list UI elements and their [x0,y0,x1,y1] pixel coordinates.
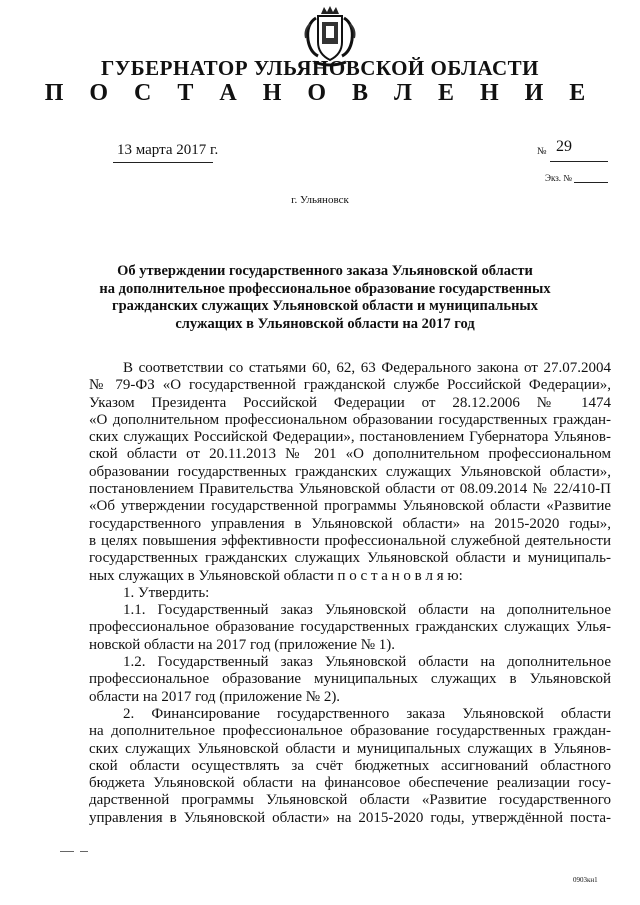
body-line: дарственной программы Ульяновской области «Развитие государственного [89,792,611,809]
body-line: 1.2. Государственный заказ Ульяновской области на дополнительное [123,654,611,671]
body-line: В соответствии со статьями 60, 62, 63 Федерального закона от 27.07.2004 [123,360,611,376]
footer-code: 0903кн1 [573,876,598,884]
body-line: образовании государственных гражданских служащих Ульяновской области», [89,463,611,480]
number-underline [550,161,608,162]
copy-number-underline [574,182,608,183]
title-line: гражданских служащих Ульяновской области и муниципальных [111,298,538,314]
body-line: Указом Президента Российской Федерации от 28.12.2006 № 1474 [89,394,611,411]
body-line: государственного управления в Ульяновской области» на 2015-2020 годы», [89,515,611,532]
body-line: профессиональное образование муниципальных служащих в Ульяновской [89,671,611,688]
title-line: Об утверждении государственного заказа Ульяновской области [117,263,533,279]
footer-divider [80,851,88,852]
body-line: бюджета Ульяновской области на финансовое обеспечение реализации госу- [89,775,611,792]
body-line: государственных гражданских служащих Ульяновской области и муниципаль- [89,550,611,567]
body-line: новской области на 2017 год (приложение № 1). [89,636,396,653]
body-line: управления в Ульяновской области» на 2015-2020 годы, утверждённой поста- [89,809,611,826]
body-line: «Об утверждении государственной программы Ульяновской области «Развитие [89,498,611,515]
authority-title: ГУБЕРНАТОР УЛЬЯНОВСКОЙ ОБЛАСТИ [101,56,539,80]
body-line: ских служащих Ульяновской области и муниципальных служащих в Ульянов- [89,740,611,757]
body-line: ской области осуществлять за счёт бюджетных ассигнований областного [89,757,611,774]
number-sign: № [537,146,547,157]
body-line: № 79-ФЗ «О государственной гражданской службе Российской Федерации», [89,377,611,394]
body-line: «О дополнительном профессиональном образовании государственных граждан- [89,411,611,428]
body-line: профессиональное образование государственных гражданских служащих Улья- [89,619,611,636]
body-line: ных служащих в Ульяновской области п о с т а н о в л я ю: [89,567,463,584]
date-underline [113,162,213,163]
footer-divider [60,851,74,852]
copy-number-label: Экз. № [545,173,572,183]
body-line: ской области от 20.11.2013 № 201 «О дополнительном профессиональном [89,446,611,463]
body-line: в целях повышения эффективности профессиональной служебной деятельности [89,532,611,549]
document-date: 13 марта 2017 г. [117,142,219,158]
body-line: постановлением Правительства Ульяновской области от 08.09.2014 № 22/410-П [89,481,611,498]
title-line: служащих в Ульяновской области на 2017 год [175,315,475,332]
body-line: 1. Утвердить: [123,584,210,601]
body-line: 1.1. Государственный заказ Ульяновской области на дополнительное [123,602,611,619]
document-type: П О С Т А Н О В Л Е Н И Е [44,80,596,106]
city-label: г. Ульяновск [291,194,349,206]
body-line: 2. Финансирование государственного заказа Ульяновской области [123,705,611,722]
title-line: на дополнительное профессиональное образование государственных [99,280,551,297]
document-title [80,263,570,333]
document-body [89,360,611,827]
body-line: на дополнительное профессиональное образование государственных граждан- [89,723,611,740]
body-line: ских служащих Российской Федерации», постановлением Губернатора Ульянов- [89,429,611,446]
document-number: 29 [556,138,572,155]
body-line: области на 2017 год (приложение № 2). [89,688,341,705]
